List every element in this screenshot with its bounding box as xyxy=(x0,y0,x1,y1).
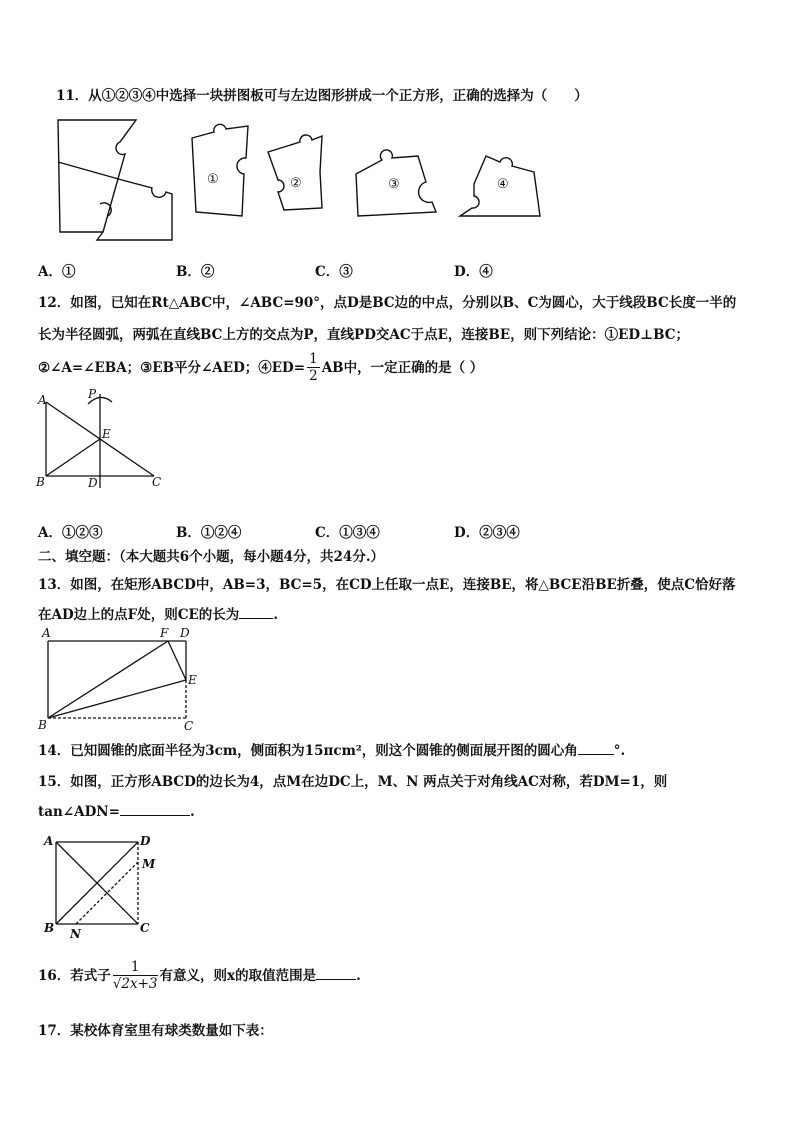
q12-fraction: $\frac{1}{2}$ xyxy=(309,351,318,384)
q12-line-2: 长为半径圆弧，两弧在直线BC上方的交点为P，直线PD交AC于点E，连接BE，则下列结论：①ED⊥BC； xyxy=(38,327,689,343)
q12-line-3 xyxy=(38,352,483,385)
q15-figure xyxy=(40,832,180,942)
piece-1-label: ① xyxy=(207,172,219,187)
q12-option-b[interactable]: B．①②④ xyxy=(176,525,242,541)
q15-line-1: 15．如图，正方形ABCD的边长为4，点M在边DC上，M、N 两点关于对角线AC对称，若DM=1，则 xyxy=(38,774,668,790)
piece-2-label: ② xyxy=(290,176,302,191)
q12-label-a: A xyxy=(38,393,47,407)
piece-1 xyxy=(192,124,248,216)
q11-option-b[interactable]: B．② xyxy=(176,264,215,280)
q11-figure xyxy=(0,112,794,272)
q12-label-d: D xyxy=(88,476,98,490)
section-2-heading: 二、填空题：（本大题共6个小题，每小题4分，共24分.） xyxy=(38,549,385,565)
q12-label-p: P xyxy=(88,387,97,401)
q13-line-1: 13．如图，在矩形ABCD中，AB=3，BC=5，在CD上任取一点E，连接BE，将△BCE沿BE折叠，使点C恰好落 xyxy=(38,577,736,593)
q15-label-m: M xyxy=(142,857,156,871)
q13-answer-blank[interactable] xyxy=(239,606,273,619)
piece-3-label: ③ xyxy=(388,177,400,192)
q11-option-d[interactable]: D．④ xyxy=(454,264,493,280)
q12-figure xyxy=(36,387,196,500)
q13-label-e: E xyxy=(188,673,197,687)
q12-option-c[interactable]: C．①③④ xyxy=(315,525,380,541)
q14-answer-blank[interactable] xyxy=(578,742,614,755)
q12-line-1: 12．如图，已知在Rt△ABC中，∠ABC=90°，点D是BC边的中点，分别以B、C为圆心，大于线段BC长度一半的 xyxy=(38,295,737,311)
q12-label-b: B xyxy=(36,475,45,489)
q15-label-d: D xyxy=(140,834,151,848)
q12-option-d[interactable]: D．②③④ xyxy=(454,525,520,541)
q13-line-2: 在AD边上的点F处，则CE的长为 . xyxy=(38,607,279,623)
q15-answer-blank[interactable] xyxy=(120,803,190,816)
q15-label-a: A xyxy=(44,834,54,848)
piece-4-label: ④ xyxy=(497,177,509,192)
q15-label-b: B xyxy=(44,921,55,935)
q16-fraction: $\frac{1}{√2x+3}$ xyxy=(112,959,158,992)
q15-line-2: tan∠ADN= . xyxy=(38,804,195,820)
q12-label-e: E xyxy=(102,427,111,441)
q12-option-a[interactable]: A．①②③ xyxy=(38,525,103,541)
q11-option-a[interactable]: A．① xyxy=(38,264,76,280)
q14-text: 14．已知圆锥的底面半径为3cm，侧面积为15πcm²，则这个圆锥的侧面展开图的圆心角 °. xyxy=(38,743,626,759)
q13-label-d: D xyxy=(180,626,190,640)
q16-answer-blank[interactable] xyxy=(316,967,356,980)
q12-line-3-post: AB中，一定正确的是（ ） xyxy=(321,360,484,376)
q15-label-n: N xyxy=(70,927,81,941)
q11-stem: 11．从①②③④中选择一块拼图板可与左边图形拼成一个正方形，正确的选择为（ ） xyxy=(56,88,588,104)
q13-label-b: B xyxy=(38,718,47,732)
q12-label-c: C xyxy=(152,475,162,489)
q13-label-c: C xyxy=(184,719,194,733)
piece-2 xyxy=(268,135,322,210)
q11-option-c[interactable]: C．③ xyxy=(315,264,353,280)
q13-label-f: F xyxy=(160,626,169,640)
q12-line-3-pre: ②∠A=∠EBA；③EB平分∠AED；④ED= xyxy=(38,360,306,376)
q16-text: 16．若式子 $\frac{1}{√2x+3}$ 有意义，则x的取值范围是 . xyxy=(38,959,361,992)
q15-label-c: C xyxy=(140,921,150,935)
left-composite-figure xyxy=(58,120,172,240)
q13-figure xyxy=(38,626,208,736)
q17-text: 17．某校体育室里有球类数量如下表： xyxy=(38,1023,273,1039)
q13-label-a: A xyxy=(42,626,51,640)
